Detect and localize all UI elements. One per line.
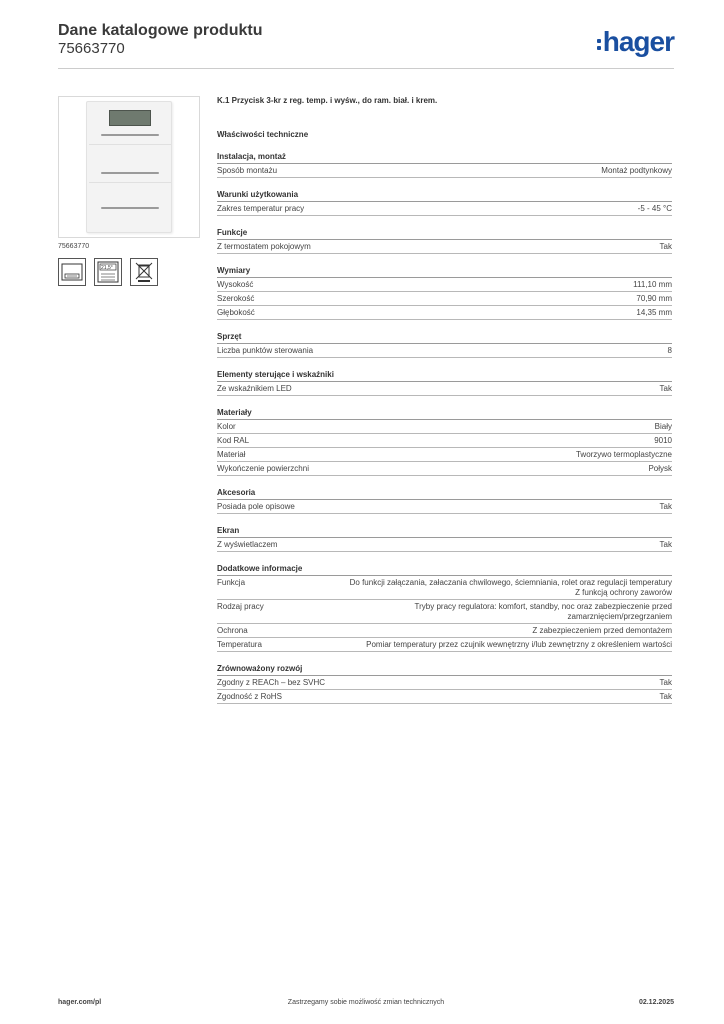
spec-label: Zgodność z RoHS (217, 692, 282, 701)
section-title: Materiały (217, 407, 672, 420)
product-description: K.1 Przycisk 3-kr z reg. temp. i wyśw., do ram. biał. i krem. (217, 96, 438, 105)
section-title: Ekran (217, 525, 672, 538)
spec-value-text: Z zabezpieczeniem przed demontażem (532, 626, 672, 635)
spec-value (660, 242, 672, 252)
spec-value (576, 450, 672, 460)
spec-row (217, 500, 672, 514)
spec-value-text: Tak (659, 242, 672, 251)
spec-section (217, 265, 672, 320)
spec-value (601, 166, 672, 176)
product-specs (217, 96, 672, 704)
spec-value (660, 502, 672, 512)
spec-row (217, 638, 672, 652)
spec-row (217, 600, 672, 624)
spec-value (660, 384, 672, 394)
spec-value (655, 422, 672, 432)
spec-label: Rodzaj pracy (217, 602, 264, 611)
spec-row (217, 538, 672, 552)
spec-value-text: Tworzywo termoplastyczne (575, 450, 672, 459)
tech-properties-heading: Właściwości techniczne (217, 130, 309, 139)
section-title: Akcesoria (217, 487, 672, 500)
spec-section (217, 407, 672, 476)
product-number: 75663770 (58, 40, 125, 57)
spec-value-text: 111,10 mm (633, 280, 672, 289)
image-caption: 75663770 (58, 243, 90, 250)
product-media (58, 96, 200, 286)
spec-label: Wykończenie powierzchni (217, 464, 309, 473)
spec-value-text: Biały (654, 422, 672, 431)
spec-section (217, 151, 672, 178)
spec-label: Ochrona (217, 626, 248, 635)
footer-disclaimer: Zastrzegamy sobie możliwość zmian technicznych (287, 999, 445, 1006)
spec-value-text: Tak (659, 540, 672, 549)
spec-value (350, 578, 672, 598)
spec-value (660, 540, 672, 550)
spec-value-text: -5 - 45 °C (637, 204, 672, 213)
section-title: Instalacja, montaż (217, 151, 672, 164)
spec-value-text: Tryby pracy regulatora: komfort, standby, noc oraz zabezpieczenie przed zamarznięciem/przegrzaniem (414, 602, 672, 621)
spec-label: Liczba punktów sterowania (217, 346, 314, 355)
spec-label: Szerokość (217, 294, 255, 303)
spec-value (648, 464, 672, 474)
page-footer (58, 999, 674, 1011)
spec-row (217, 306, 672, 320)
spec-label: Kolor (217, 422, 236, 431)
spec-value-extra: Z funkcją ochrony zaworów (575, 588, 672, 597)
spec-row (217, 462, 672, 476)
spec-value-text: Połysk (648, 464, 672, 473)
spec-label: Zakres temperatur pracy (217, 204, 305, 213)
spec-value (633, 280, 672, 290)
spec-label: Temperatura (217, 640, 262, 649)
push-button-device (86, 101, 172, 233)
section-title: Funkcje (217, 227, 672, 240)
spec-value-text: Tak (659, 502, 672, 511)
section-title: Warunki użytkowania (217, 189, 672, 202)
spec-row (217, 448, 672, 462)
spec-value (638, 204, 672, 214)
symbol-icons (58, 258, 200, 286)
section-title: Elementy sterujące i wskaźniki (217, 369, 672, 382)
temperature-display-text: 21,5° (101, 265, 113, 271)
spec-row (217, 624, 672, 638)
spec-value-text: Pomiar temperatury przez czujnik wewnętrzny i/lub zewnętrzny z określeniem wartości (366, 640, 672, 649)
spec-value-text: 70,90 mm (636, 294, 672, 303)
spec-row (217, 576, 672, 600)
logo-dots-icon (597, 39, 601, 50)
spec-row (217, 164, 672, 178)
spec-label: Zgodny z REACh – bez SVHC (217, 678, 326, 687)
product-image (58, 96, 200, 238)
spec-section (217, 563, 672, 652)
spec-label: Wysokość (217, 280, 254, 289)
spec-value (636, 294, 672, 304)
spec-row (217, 382, 672, 396)
footer-website[interactable]: hager.com/pl (58, 999, 102, 1006)
spec-label: Z termostatem pokojowym (217, 242, 311, 251)
spec-section (217, 487, 672, 514)
spec-section (217, 663, 672, 704)
spec-value-text: 8 (667, 346, 672, 355)
spec-row (217, 420, 672, 434)
spec-row (217, 676, 672, 690)
logo-text: hager (602, 26, 674, 57)
footer-date: 02.12.2025 (638, 999, 674, 1006)
section-title: Sprzęt (217, 331, 672, 344)
header-divider (58, 68, 674, 69)
spec-row (217, 434, 672, 448)
spec-label: Sposób montażu (217, 166, 278, 175)
section-title: Zrównoważony rozwój (217, 663, 672, 676)
spec-value-text: Tak (659, 692, 672, 701)
spec-row (217, 344, 672, 358)
section-title: Dodatkowe informacje (217, 563, 672, 576)
device-display (109, 110, 151, 126)
spec-section (217, 331, 672, 358)
spec-section (217, 525, 672, 552)
spec-label: Ze wskaźnikiem LED (217, 384, 292, 393)
spec-value-text: 9010 (654, 436, 672, 445)
spec-label: Kod RAL (217, 436, 250, 445)
spec-row (217, 278, 672, 292)
spec-label: Funkcja (217, 578, 246, 587)
spec-row (217, 292, 672, 306)
spec-value-text: Tak (659, 384, 672, 393)
spec-label: Materiał (217, 450, 246, 459)
spec-value-text: Do funkcji załączania, załaczania chwilowego, ściemniania, rolet oraz regulacji temperatury (349, 578, 672, 587)
section-title: Wymiary (217, 265, 672, 278)
spec-value-text: Montaż podtynkowy (601, 166, 672, 175)
spec-section (217, 369, 672, 396)
page-header (58, 22, 674, 68)
spec-label: Głębokość (217, 308, 255, 317)
spec-row (217, 690, 672, 704)
spec-value (660, 678, 672, 688)
spec-value (332, 602, 672, 622)
spec-section (217, 227, 672, 254)
display-unit-icon (58, 258, 86, 286)
spec-value (660, 692, 672, 702)
spec-value (636, 308, 672, 318)
temperature-display-icon (94, 258, 122, 286)
spec-value-text: Tak (659, 678, 672, 687)
spec-row (217, 202, 672, 216)
spec-label: Z wyświetlaczem (217, 540, 278, 549)
spec-value (654, 436, 672, 446)
spec-row (217, 240, 672, 254)
hager-logo (597, 26, 674, 58)
weee-crossed-bin-icon (130, 258, 158, 286)
spec-value (668, 346, 672, 356)
spec-label: Posiada pole opisowe (217, 502, 295, 511)
spec-section (217, 189, 672, 216)
spec-value (532, 626, 672, 636)
spec-value-text: 14,35 mm (636, 308, 672, 317)
spec-value (366, 640, 672, 650)
spec-sections (217, 151, 672, 704)
document-title: Dane katalogowe produktu (58, 22, 263, 39)
